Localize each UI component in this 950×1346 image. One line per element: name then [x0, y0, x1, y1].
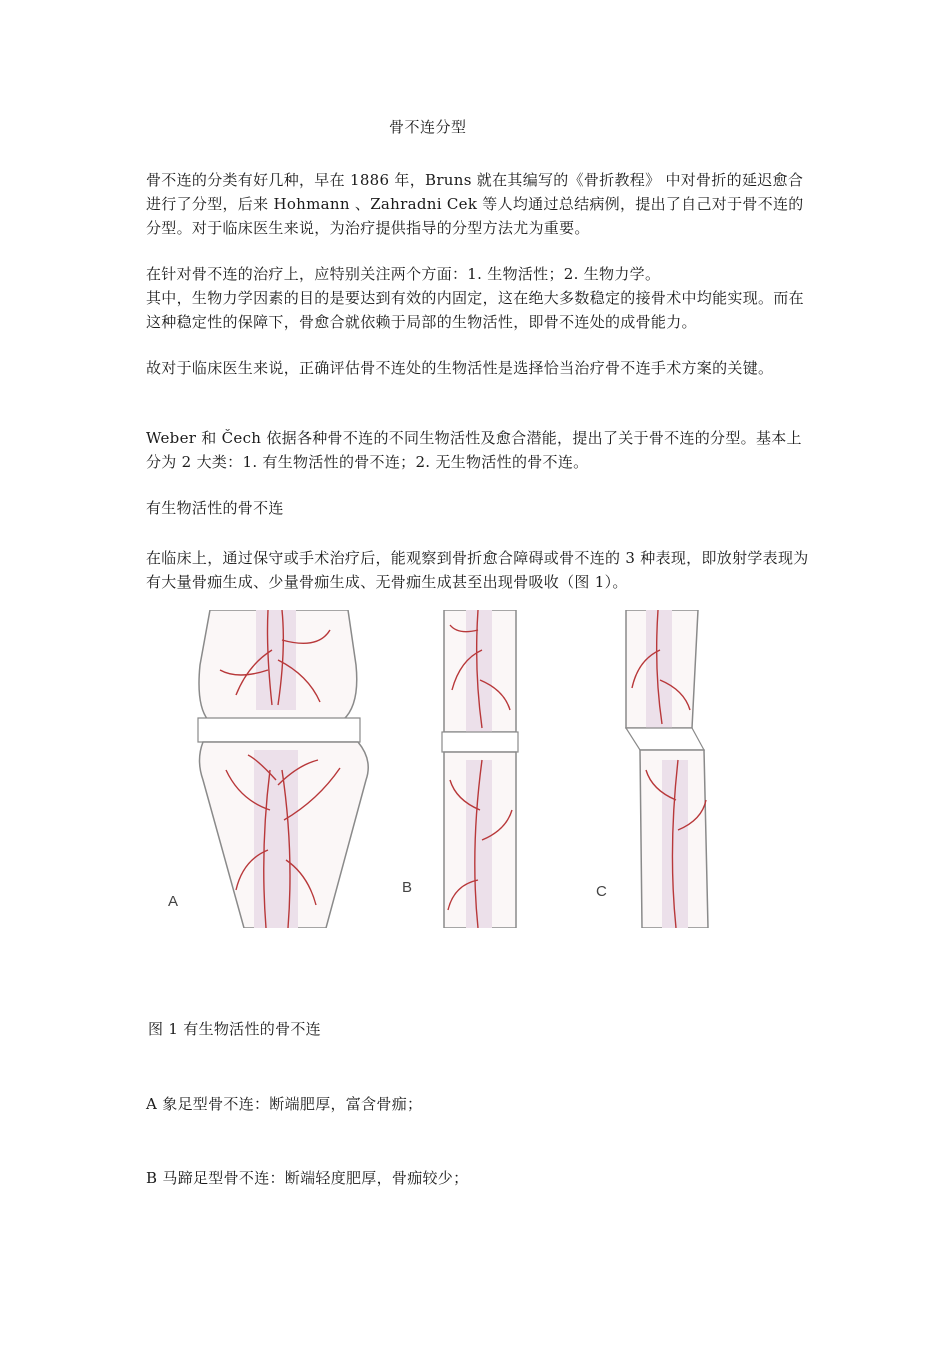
- panel-b-bone: [402, 610, 518, 928]
- nonunion-illustration: [148, 610, 768, 928]
- paragraph-evaluation: 故对于临床医生来说，正确评估骨不连处的生物活性是选择恰当治疗骨不连手术方案的关键。: [146, 359, 774, 377]
- paragraph-treatment-aspects: 在针对骨不连的治疗上，应特别关注两个方面：1. 生物活性；2. 生物力学。 其中，生物力学因素的目的是要达到有效的内固定，这在绝大多数稳定的接骨术中均能实现。而在这种稳定性的保障下，骨愈合就依赖于局部的生物活性，即骨不连处的成骨能力。: [146, 265, 804, 331]
- paragraph-clinical: 在临床上，通过保守或手术治疗后，能观察到骨折愈合障碍或骨不连的 3 种表现，即放射学表现为有大量骨痂生成、少量骨痂生成、无骨痂生成甚至出现骨吸收（图 1）。: [146, 549, 809, 591]
- page-title: 骨不连分型: [389, 118, 467, 136]
- section-heading: 有生物活性的骨不连: [146, 499, 284, 517]
- paragraph-weber-cech: Weber 和 Čech 依据各种骨不连的不同生物活性及愈合潜能，提出了关于骨不连的分型。基本上分为 2 大类：1. 有生物活性的骨不连；2. 无生物活性的骨不连。: [146, 429, 802, 471]
- panel-label-b: B: [402, 879, 413, 896]
- panel-label-a: A: [168, 893, 179, 910]
- panel-c-bone: [596, 610, 708, 928]
- caption-b: B 马蹄足型骨不连：断端轻度肥厚，骨痂较少；: [146, 1169, 469, 1187]
- panel-a-bone: [168, 610, 368, 928]
- caption-a: A 象足型骨不连：断端肥厚，富含骨痂；: [146, 1095, 423, 1113]
- paragraph-intro: 骨不连的分类有好几种，早在 1886 年，Bruns 就在其编写的《骨折教程》 中对骨折的延迟愈合进行了分型，后来 Hohmann 、Zahradni Cek 等人均通过总结病例，提出了自己对于骨不连的分型。对于临床医生来说，为治疗提供指导的分型方法尤为重要。: [146, 171, 804, 237]
- panel-label-c: C: [596, 883, 607, 900]
- figure-caption: 图 1 有生物活性的骨不连: [148, 1020, 321, 1038]
